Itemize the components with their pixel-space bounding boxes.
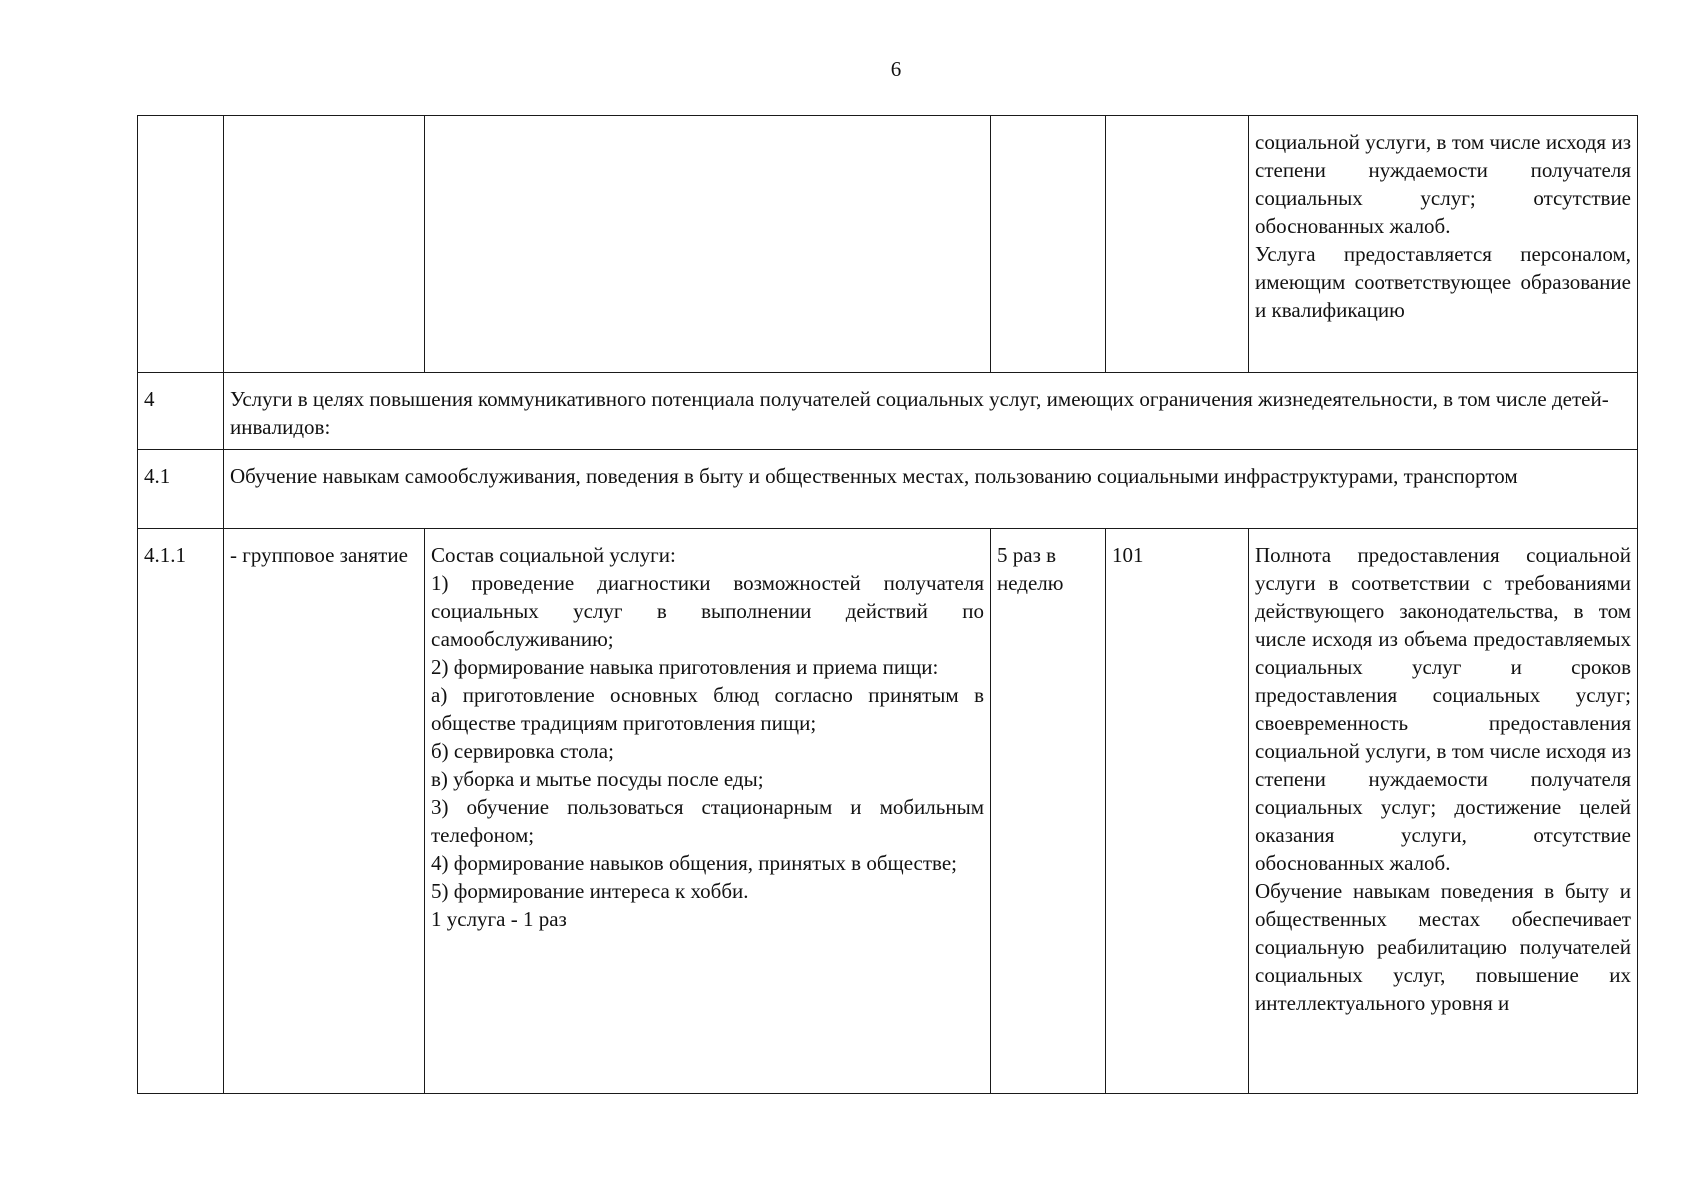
subsection-number: 4.1 — [138, 450, 224, 529]
cell-requirements — [1249, 116, 1638, 373]
cell-form-empty — [224, 116, 425, 373]
table-row-item — [138, 529, 1638, 1094]
content-line: 4) формирование навыков общения, принятых в обществе; — [431, 851, 957, 875]
content-line: а) приготовление основных блюд согласно принятым в обществе традициям приготовления пищи; — [431, 683, 984, 735]
cell-content-empty — [425, 116, 991, 373]
requirements-paragraph: Услуга предоставляется персоналом, имеющим соответствующее образование и квалификацию — [1255, 242, 1631, 322]
table-row-section — [138, 373, 1638, 450]
content-line: 2) формирование навыка приготовления и приема пищи: — [431, 655, 939, 679]
content-line: 1) проведение диагностики возможностей получателя социальных услуг в выполнении действий по самообслуживанию; — [431, 571, 984, 651]
item-requirements — [1249, 529, 1638, 1094]
table-row-subsection — [138, 450, 1638, 529]
item-frequency: 5 раз в неделю — [991, 529, 1106, 1094]
content-line: 5) формирование интереса к хобби. — [431, 879, 749, 903]
item-price: 101 — [1106, 529, 1249, 1094]
content-line: 3) обучение пользоваться стационарным и мобильным телефоном; — [431, 795, 984, 847]
subsection-title: Обучение навыкам самообслуживания, поведения в быту и общественных местах, пользованию социальными инфраструктурами, транспортом — [224, 450, 1638, 529]
cell-price-empty — [1106, 116, 1249, 373]
requirements-paragraph: Обучение навыкам поведения в быту и общественных местах обеспечивает социальную реабилитацию получателей социальных услуг, повышение их интеллектуального уровня и — [1255, 879, 1631, 1015]
content-line: б) сервировка стола; — [431, 739, 614, 763]
content-line: Состав социальной услуги: — [431, 543, 676, 567]
content-line: в) уборка и мытье посуды после еды; — [431, 767, 764, 791]
table-row-continuation — [138, 116, 1638, 373]
cell-number-empty — [138, 116, 224, 373]
item-content — [425, 529, 991, 1094]
content-line: 1 услуга - 1 раз — [431, 907, 567, 931]
page-number: 6 — [890, 57, 902, 81]
item-number: 4.1.1 — [138, 529, 224, 1094]
requirements-paragraph: Полнота предоставления социальной услуги в соответствии с требованиями действующего законодательства, в том числе исходя из объема предоставляемых социальных услуг и сроков предоставления социальных услуг; своевременность предоставления социальной услуги, в том числе исходя из степени нуждаемости получателя социальных услуг; достижение целей оказания услуги, отсутствие обоснованных жалоб. — [1255, 543, 1631, 875]
item-form: - групповое занятие — [224, 529, 425, 1094]
cell-frequency-empty — [991, 116, 1106, 373]
requirements-paragraph: социальной услуги, в том числе исходя из степени нуждаемости получателя социальных услуг; отсутствие обоснованных жалоб. — [1255, 130, 1631, 238]
section-number: 4 — [138, 373, 224, 450]
services-table — [137, 115, 1638, 1094]
section-title: Услуги в целях повышения коммуникативного потенциала получателей социальных услуг, имеющих ограничения жизнедеятельности, в том числе детей-инвалидов: — [224, 373, 1638, 450]
